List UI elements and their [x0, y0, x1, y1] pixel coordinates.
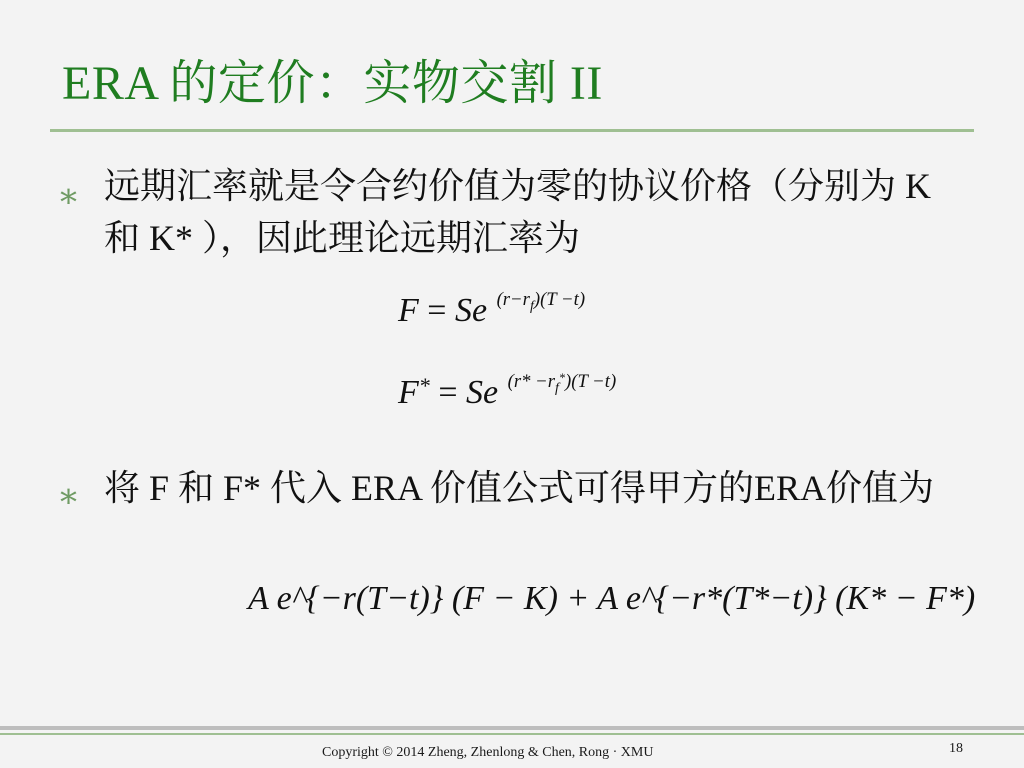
footer-rule-bottom [0, 733, 1024, 735]
equation-forward-star-lhs: F [398, 374, 419, 411]
equation-forward-star [398, 370, 617, 412]
equation-forward-star-equals: = [438, 374, 467, 411]
equation-forward-equals: = [427, 292, 455, 329]
equation-forward [398, 289, 586, 330]
equation-forward-star-exponent-tail: )(T −t) [565, 371, 617, 393]
equation-forward-lhs: F [398, 292, 419, 329]
title-divider [50, 129, 974, 132]
equation-era-value-expression: A e^{−r(T−t)} (F − K) + A e^{−r*(T*−t)} (K* − F*) [248, 580, 976, 617]
copyright-text: Copyright © 2014 Zheng, Zhenlong & Chen, Rong · XMU [322, 745, 654, 760]
bullet-text-1: 远期汇率就是令合约价值为零的协议价格（分别为 K 和 K* ），因此理论远期汇率为 [104, 166, 931, 258]
equation-forward-star-exponent-substar: * [558, 370, 565, 385]
equation-forward-exponent-head: (r−r [496, 289, 530, 311]
slide-title: ERA 的定价：实物交割 II [62, 57, 603, 110]
bullet-marker-1: ⁎ [60, 174, 77, 211]
equation-forward-rhs: Se [454, 292, 488, 329]
equation-forward-star-exponent-head: (r* −r [507, 371, 556, 393]
equation-forward-exponent-tail: )(T −t) [533, 289, 586, 311]
equation-era-value [248, 580, 975, 618]
equation-forward-exponent [496, 289, 586, 315]
equation-forward-exponent-sub: f [529, 299, 534, 315]
equation-forward-star-lhs-star: * [418, 373, 430, 399]
bullet-marker-2: ⁎ [60, 474, 77, 511]
slide-number: 18 [949, 741, 963, 756]
bullet-text-2: 将 F 和 F* 代入 ERA 价值公式可得甲方的ERA价值为 [104, 468, 935, 508]
footer-rule-top [0, 726, 1024, 730]
equation-forward-star-exponent [507, 370, 617, 397]
equation-forward-star-rhs: Se [466, 374, 499, 411]
equation-forward-star-exponent-sub: f [555, 381, 559, 397]
